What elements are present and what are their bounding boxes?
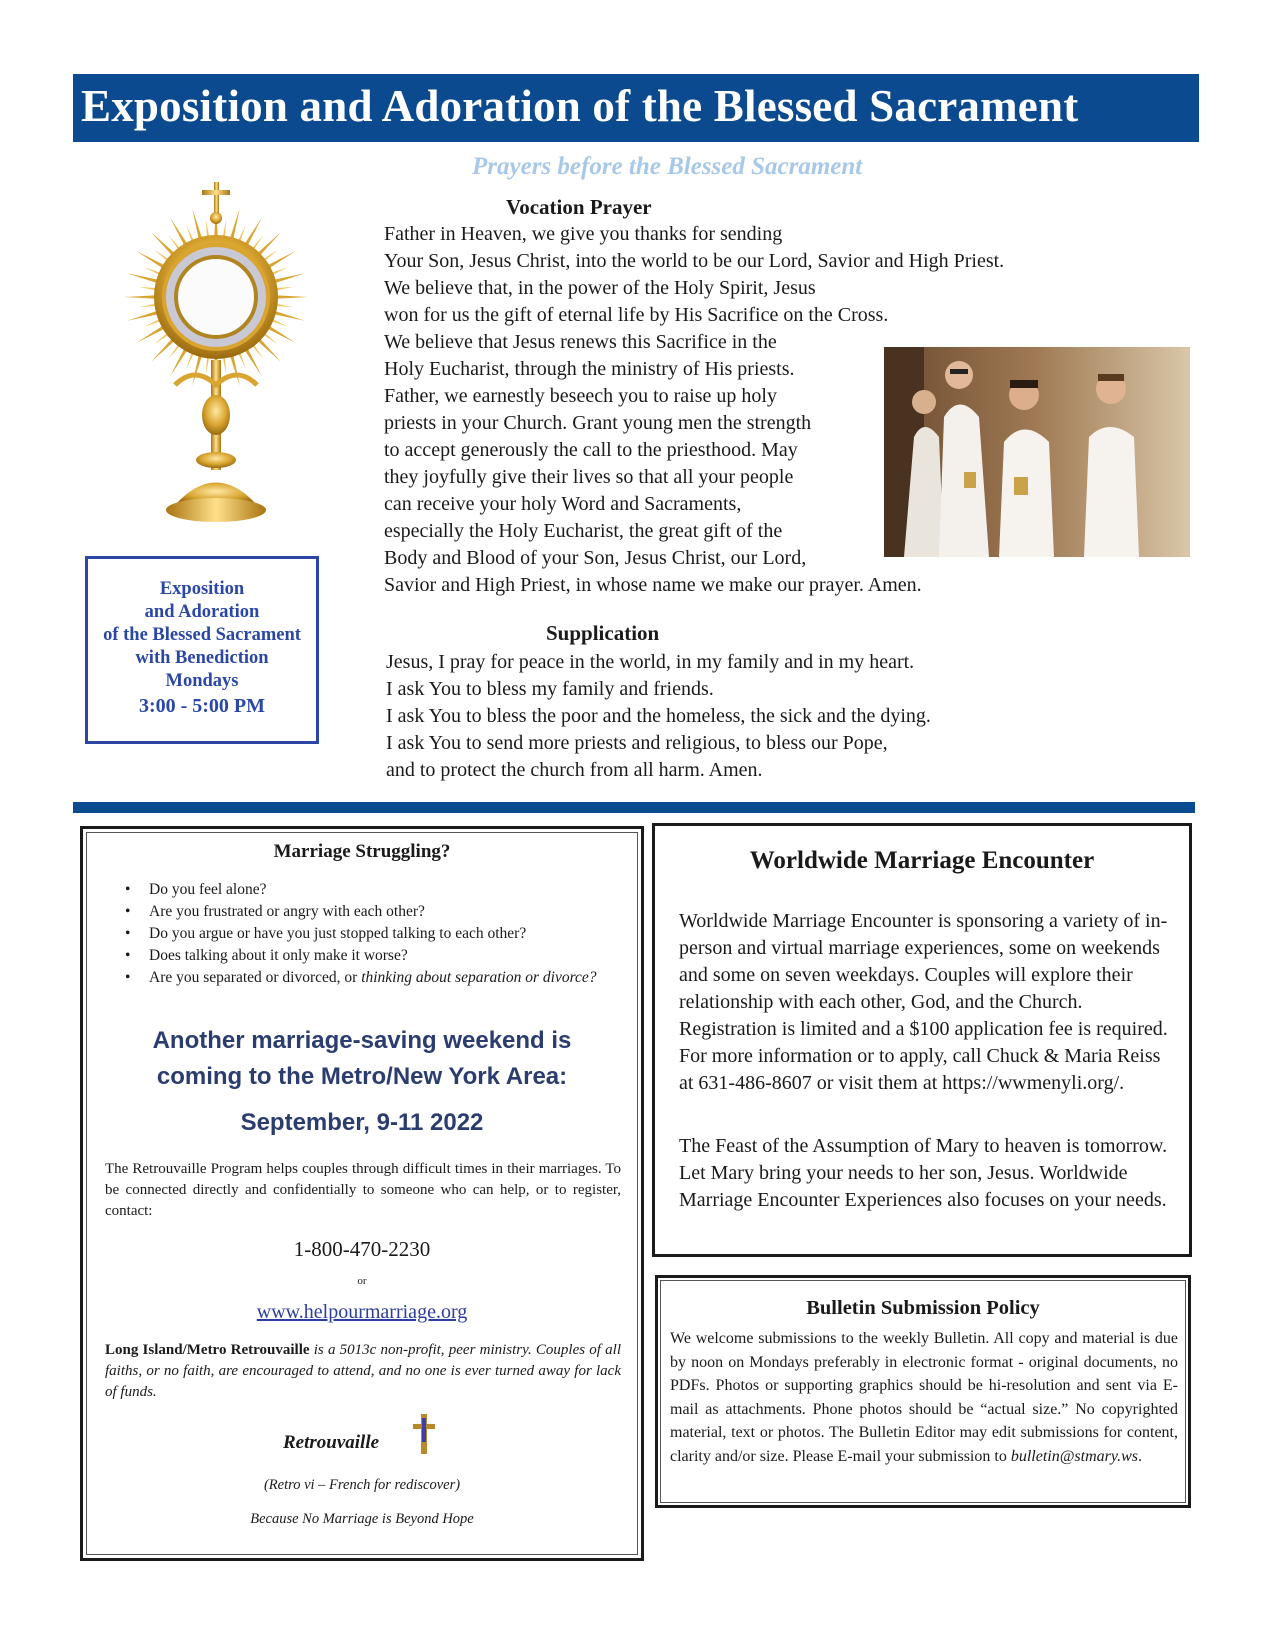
schedule-time: 3:00 - 5:00 PM bbox=[138, 695, 266, 717]
prayer-line: Father in Heaven, we give you thanks for sending bbox=[384, 223, 783, 245]
section-divider bbox=[73, 802, 1195, 813]
list-item bbox=[125, 967, 625, 989]
marriage-encounter-title: Worldwide Marriage Encounter bbox=[749, 847, 1095, 874]
bulletin-policy-box bbox=[655, 1275, 1191, 1508]
prayer-line: won for us the gift of eternal life by His Sacrifice on the Cross. bbox=[384, 304, 889, 326]
tagline: Because No Marriage is Beyond Hope bbox=[250, 1511, 474, 1527]
prayer-line: especially the Holy Eucharist, the great gift of the bbox=[384, 520, 783, 542]
org-name: Long Island/Metro Retrouvaille bbox=[105, 1342, 310, 1358]
schedule-line: of the Blessed Sacrament bbox=[103, 625, 301, 645]
program-description: The Retrouvaille Program helps couples through difficult times in their marriages. To be connected directly and confidentially to someone who can help, or to register, contact: bbox=[105, 1161, 621, 1219]
marriage-encounter-text: Worldwide Marriage Encounter is sponsoring a variety of in-person and virtual marriage experiences, some on weekends and some on seven weekdays. Couples will explore their relationship with each other, God, and the Church. Registration is limited and a $100 application fee is required. For more information or to apply, call Chuck & Maria Reiss at 631-486-8607 or visit them at https://wwmenyli.org/. bbox=[679, 910, 1168, 1094]
prayer-line: I ask You to send more priests and religious, to bless our Pope, bbox=[386, 732, 888, 754]
prayer-line: to accept generously the call to the priesthood. May bbox=[384, 439, 798, 461]
priests-photo bbox=[884, 347, 1190, 557]
prayer-line: We believe that, in the power of the Holy Spirit, Jesus bbox=[384, 277, 816, 299]
prayers-title: Prayers before the Blessed Sacrament bbox=[472, 153, 863, 180]
adoration-schedule-box bbox=[85, 556, 319, 744]
supplication-text bbox=[386, 649, 931, 784]
org-description bbox=[105, 1340, 621, 1403]
vocation-prayer-title: Vocation Prayer bbox=[506, 195, 652, 219]
headline-line-1: Another marriage-saving weekend is bbox=[152, 1027, 572, 1054]
bulletin-email-link[interactable]: bulletin@stmary.ws bbox=[1010, 1447, 1138, 1465]
prayer-line: I ask You to bless the poor and the homeless, the sick and the dying. bbox=[386, 705, 931, 727]
list-item: • Are you frustrated or angry with each other? bbox=[125, 901, 625, 923]
marriage-struggling-title: Marriage Struggling? bbox=[273, 841, 451, 862]
cross-icon bbox=[411, 1412, 437, 1456]
bulletin-policy-title: Bulletin Submission Policy bbox=[806, 1297, 1040, 1319]
retrouvaille-name: Retrouvaille bbox=[283, 1432, 380, 1453]
schedule-line: and Adoration bbox=[144, 602, 260, 622]
retrouvaille-ad bbox=[80, 826, 644, 1561]
retrouvaille-meaning: (Retro vi – French for rediscover) bbox=[263, 1477, 461, 1493]
bulletin-policy-text bbox=[670, 1327, 1178, 1468]
prayer-line: Your Son, Jesus Christ, into the world to be our Lord, Savior and High Priest. bbox=[384, 250, 1005, 272]
schedule-line: Exposition bbox=[159, 579, 245, 599]
prayer-line: Father, we earnestly beseech you to raise up holy bbox=[384, 385, 777, 407]
phone-number: 1-800-470-2230 bbox=[293, 1237, 431, 1261]
assumption-text: The Feast of the Assumption of Mary to heaven is tomorrow. Let Mary bring your needs to her son, Jesus. Worldwide Marriage Encounter Experiences also focuses on your needs. bbox=[679, 1135, 1168, 1211]
website-link[interactable]: www.helpourmarriage.org bbox=[256, 1301, 468, 1323]
prayer-line: they joyfully give their lives so that all your people bbox=[384, 466, 794, 488]
prayer-line: Jesus, I pray for peace in the world, in my family and in my heart. bbox=[386, 651, 915, 673]
prayer-line: Body and Blood of your Son, Jesus Christ, our Lord, bbox=[384, 547, 807, 569]
schedule-day: Mondays bbox=[165, 671, 239, 691]
prayer-line: Savior and High Priest, in whose name we make our prayer. Amen. bbox=[384, 574, 922, 596]
weekend-date: September, 9-11 2022 bbox=[240, 1109, 484, 1136]
headline-line-2: coming to the Metro/New York Area: bbox=[156, 1063, 568, 1090]
list-item: • Does talking about it only make it worse? bbox=[125, 945, 625, 967]
prayer-line: can receive your holy Word and Sacraments, bbox=[384, 493, 742, 515]
question-text: Are you separated or divorced, or bbox=[149, 969, 362, 986]
question-italic: thinking about separation or divorce? bbox=[361, 969, 597, 986]
prayer-line: priests in your Church. Grant young men the strength bbox=[384, 412, 812, 434]
list-item: • Do you argue or have you just stopped talking to each other? bbox=[125, 923, 625, 945]
policy-text: We welcome submissions to the weekly Bulletin. All copy and material is due by noon on Mondays preferably in electronic format - original documents, no PDFs. Photos or supporting graphics should be hi-resolution and sent via E-mail as attachments. Phone photos should be “actual size.” No copyrighted material, text or photos. The Bulletin Editor may edit submissions for content, clarity and/or size. Please E-mail your submission to bbox=[670, 1330, 1178, 1465]
page-banner bbox=[73, 74, 1199, 142]
or-label: or bbox=[357, 1275, 367, 1287]
prayer-line: and to protect the church from all harm. Amen. bbox=[386, 759, 763, 781]
prayer-line: I ask You to bless my family and friends. bbox=[386, 678, 714, 700]
list-item: • Do you feel alone? bbox=[125, 879, 625, 901]
prayer-line: We believe that Jesus renews this Sacrifice in the bbox=[384, 331, 777, 353]
supplication-title: Supplication bbox=[546, 621, 660, 645]
org-text: is a 5013c non-profit, peer ministry. Couples of all faiths, or no faith, are encouraged to attend, and no one is ever turned away for lack of funds. bbox=[105, 1342, 621, 1400]
marriage-encounter-box bbox=[652, 823, 1192, 1257]
monstrance-image bbox=[115, 160, 325, 540]
schedule-line: with Benediction bbox=[135, 648, 269, 668]
page-title: Exposition and Adoration of the Blessed Sacrament bbox=[81, 81, 1079, 131]
policy-end: . bbox=[1138, 1447, 1142, 1465]
prayer-line: Holy Eucharist, through the ministry of His priests. bbox=[384, 358, 795, 380]
question-list bbox=[125, 879, 625, 989]
